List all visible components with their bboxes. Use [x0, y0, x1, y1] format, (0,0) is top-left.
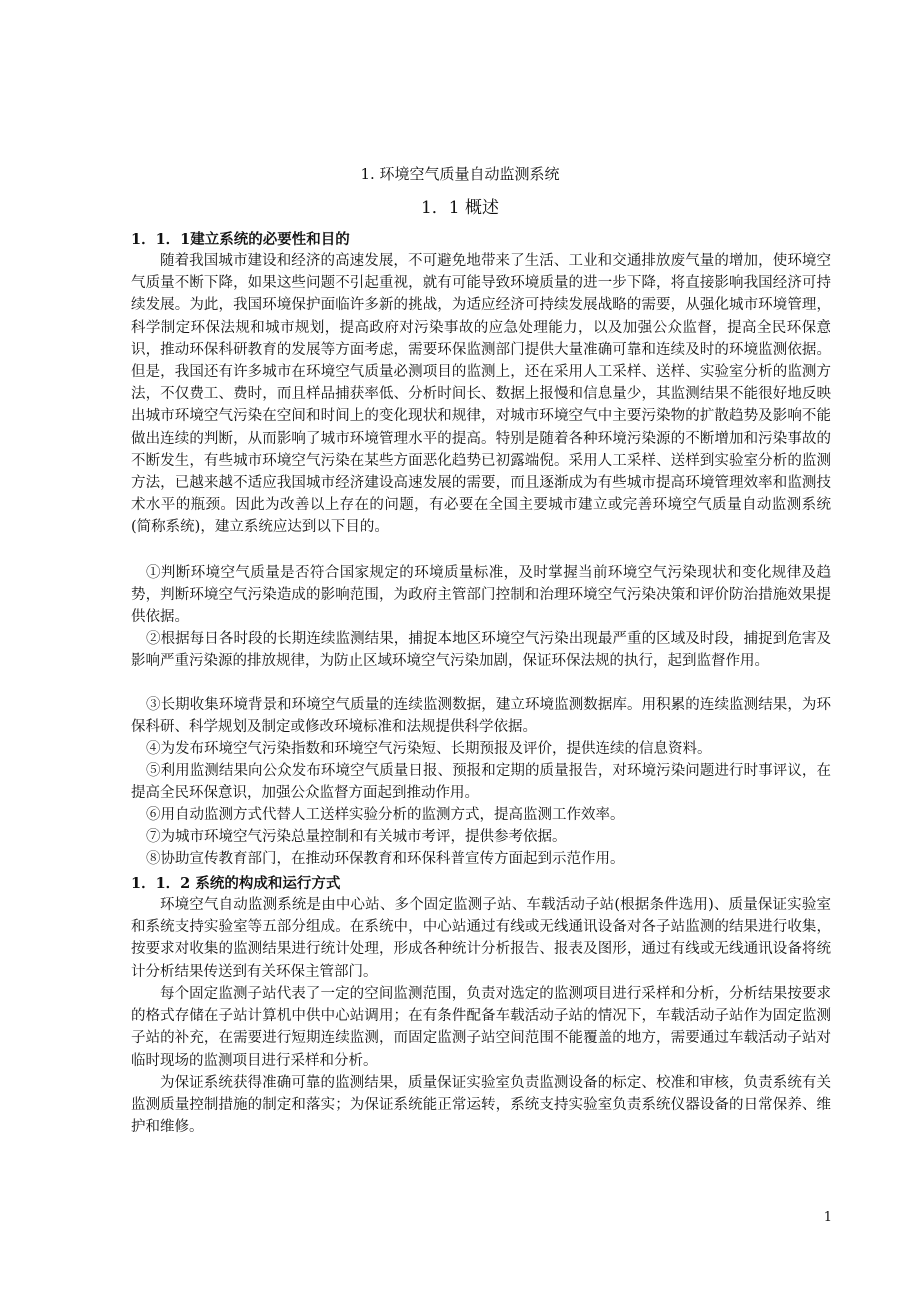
purpose-item-2: ②根据每日各时段的长期连续监测结果，捕捉本地区环境空气污染出现最严重的区域及时段，捕捉到危害及影响严重污染源的排放规律，为防止区域环境空气污染加剧，保证环保法规的执行，起到监督作用。 — [131, 631, 831, 670]
purpose-item-1: ①判断环境空气质量是否符合国家规定的环境质量标准，及时掌握当前环境空气污染现状和变化规律及趋势，判断环境空气污染造成的影响范围，为政府主管部门控制和治理环境空气污染决策和评价防治措施效果提供依据。 — [131, 565, 831, 626]
section-title-1-1-1: 1．1．1建立系统的必要性和目的 — [131, 231, 350, 248]
purpose-item-6: ⑥用自动监测方式代替人工送样实验分析的监测方式，提高监测工作效率。 — [146, 807, 625, 823]
purpose-item-5: ⑤利用监测结果向公众发布环境空气质量日报、预报和定期的质量报告，对环境污染问题进行时事评议，在提高全民环保意识，加强公众监督方面起到推动作用。 — [131, 763, 831, 802]
structure-paragraph-2: 每个固定监测子站代表了一定的空间监测范围，负责对选定的监测项目进行采样和分析，分析结果按要求的格式存储在子站计算机中供中心站调用；在有条件配备车载活动子站的情况下，车载活动子站作为固定监测子站的补充，在需要进行短期连续监测，而固定监测子站空间范围不能覆盖的地方，需要通过车载活动子站对临时现场的监测项目进行采样和分析。 — [131, 986, 831, 1069]
section-title-1-1: 1．1 概述 — [420, 198, 500, 218]
purpose-item-7: ⑦为城市环境空气污染总量控制和有关城市考评，提供参考依据。 — [146, 829, 567, 845]
structure-paragraph-3: 为保证系统获得准确可靠的监测结果，质量保证实验室负责监测设备的标定、校准和审核，负责系统有关监测质量控制措施的制定和落实；为保证系统能正常运转，系统支持实验室负责系统仪器设备的日常保养、维护和维修。 — [131, 1075, 831, 1136]
purpose-item-3: ③长期收集环境背景和环境空气质量的连续监测数据，建立环境监测数据库。用积累的连续监测结果，为环保科研、科学规划及制定或修改环境标准和法规提供科学依据。 — [131, 697, 831, 736]
purpose-item-4: ④为发布环境空气污染指数和环境空气污染短、长期预报及评价，提供连续的信息资料。 — [146, 741, 712, 757]
structure-paragraph-1: 环境空气自动监测系统是由中心站、多个固定监测子站、车载活动子站(根据条件选用)、质量保证实验室和系统支持实验室等五部分组成。在系统中，中心站通过有线或无线通讯设备对各子站监测的结果进行收集，按要求对收集的监测结果进行统计处理，形成各种统计分析报告、报表及图形，通过有线或无线通讯设备将统计分析结果传送到有关环保主管部门。 — [131, 897, 831, 980]
page-number: 1 — [823, 1210, 832, 1225]
purpose-item-8: ⑧协助宣传教育部门，在推动环保教育和环保科普宣传方面起到示范作用。 — [146, 851, 625, 867]
section-title-1: 1. 环境空气质量自动监测系统 — [360, 165, 560, 183]
intro-paragraph: 随着我国城市建设和经济的高速发展，不可避免地带来了生活、工业和交通排放废气量的增加，使环境空气质量不断下降，如果这些问题不引起重视，就有可能导致环境质量的进一步下降，将直接影响我国经济可持续发展。为此，我国环境保护面临许多新的挑战，为适应经济可持续发展战略的需要，从强化城市环境管理，科学制定环保法规和城市规划，提高政府对污染事故的应急处理能力，以及加强公众监督，提高全民环保意识，推动环保科研教育的发展等方面考虑，需要环保监测部门提供大量准确可靠和连续及时的环境监测依据。但是，我国还有许多城市在环境空气质量必测项目的监测上，还在采用人工采样、送样、实验室分析的监测方法，不仅费工、费时，而且样品捕获率低、分析时间长、数据上报慢和信息量少，其监测结果不能很好地反映出城市环境空气污染在空间和时间上的变化现状和规律，对城市环境空气中主要污染物的扩散趋势及影响不能做出连续的判断，从而影响了城市环境管理水平的提高。特别是随着各种环境污染源的不断增加和污染事故的不断发生，有些城市环境空气污染在某些方面恶化趋势已初露端倪。采用人工采样、送样到实验室分析的监测方法，已越来越不适应我国城市经济建设高速发展的需要，而且逐渐成为有些城市提高环境管理效率和监测技术水平的瓶颈。因此为改善以上存在的问题，有必要在全国主要城市建立或完善环境空气质量自动监测系统(简称系统)，建立系统应达到以下目的。 — [131, 253, 831, 536]
section-title-1-1-2: 1．1．2 系统的构成和运行方式 — [131, 875, 341, 892]
